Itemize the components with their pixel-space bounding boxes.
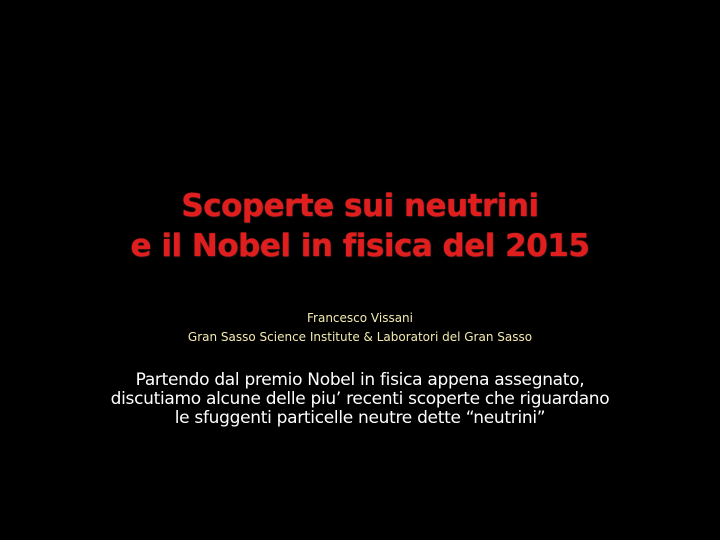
abstract-line-3: le sfuggenti particelle neutre dette “neutrini” bbox=[174, 408, 546, 428]
slide-title-line-2: e il Nobel in fisica del 2015 bbox=[130, 228, 590, 264]
abstract-line-1: Partendo dal premio Nobel in fisica appena assegnato, bbox=[135, 370, 585, 390]
slide-title-line-1: Scoperte sui neutrini bbox=[181, 188, 539, 224]
abstract-line-2: discutiamo alcune delle piu’ recenti scoperte che riguardano bbox=[110, 389, 610, 409]
author-affiliation: Gran Sasso Science Institute & Laboratori del Gran Sasso bbox=[187, 330, 533, 344]
author-block bbox=[0, 309, 720, 347]
author-name: Francesco Vissani bbox=[307, 311, 413, 325]
slide-title bbox=[0, 186, 720, 266]
abstract-text bbox=[0, 371, 720, 428]
